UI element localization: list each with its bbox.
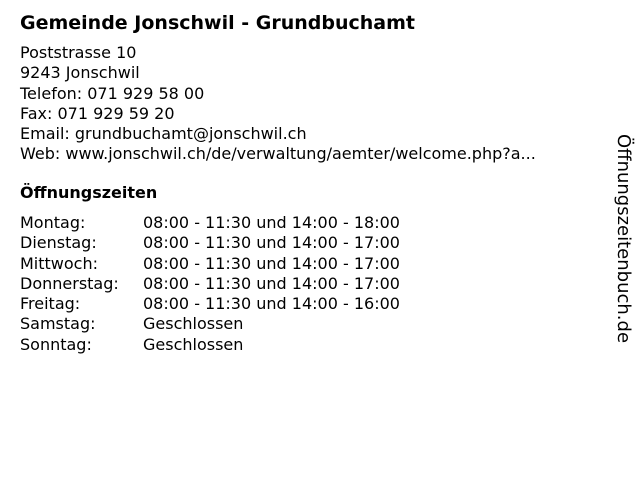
day-label: Dienstag:: [20, 233, 97, 253]
time-value: 08:00 - 11:30 und 14:00 - 17:00: [143, 273, 400, 293]
hours-row-thursday: [20, 274, 400, 294]
street-address: Poststrasse 10: [20, 43, 137, 62]
day-label: Mittwoch:: [20, 253, 98, 273]
hours-row-friday: [20, 294, 400, 314]
opening-hours-table: [20, 213, 400, 355]
contact-block: [20, 43, 536, 165]
day-label: Freitag:: [20, 294, 81, 314]
time-value: 08:00 - 11:30 und 14:00 - 16:00: [143, 294, 400, 314]
brand-watermark: Öffnungszeitenbuch.de: [613, 134, 634, 344]
day-label: Montag:: [20, 213, 86, 232]
hours-row-monday: [20, 213, 400, 233]
day-label: Sonntag:: [20, 334, 92, 354]
hours-row-saturday: [20, 314, 400, 334]
hours-row-wednesday: [20, 254, 400, 274]
time-value: 08:00 - 11:30 und 14:00 - 17:00: [143, 233, 400, 253]
hours-row-sunday: [20, 335, 400, 355]
time-value: Geschlossen: [143, 314, 244, 334]
day-label: Donnerstag:: [20, 273, 119, 293]
time-value: Geschlossen: [143, 334, 244, 354]
time-value: 08:00 - 11:30 und 14:00 - 18:00: [143, 213, 400, 232]
time-value: 08:00 - 11:30 und 14:00 - 17:00: [143, 253, 400, 273]
opening-hours-heading: Öffnungszeiten: [20, 183, 158, 202]
city-address: 9243 Jonschwil: [20, 63, 140, 83]
hours-row-tuesday: [20, 233, 400, 253]
page-title: Gemeinde Jonschwil - Grundbuchamt: [20, 12, 415, 34]
website-url: Web: www.jonschwil.ch/de/verwaltung/aemter/welcome.php?a...: [20, 144, 536, 164]
email-address: Email: grundbuchamt@jonschwil.ch: [20, 124, 307, 144]
phone-number: Telefon: 071 929 58 00: [20, 83, 205, 103]
fax-number: Fax: 071 929 59 20: [20, 103, 175, 123]
day-label: Samstag:: [20, 314, 96, 334]
